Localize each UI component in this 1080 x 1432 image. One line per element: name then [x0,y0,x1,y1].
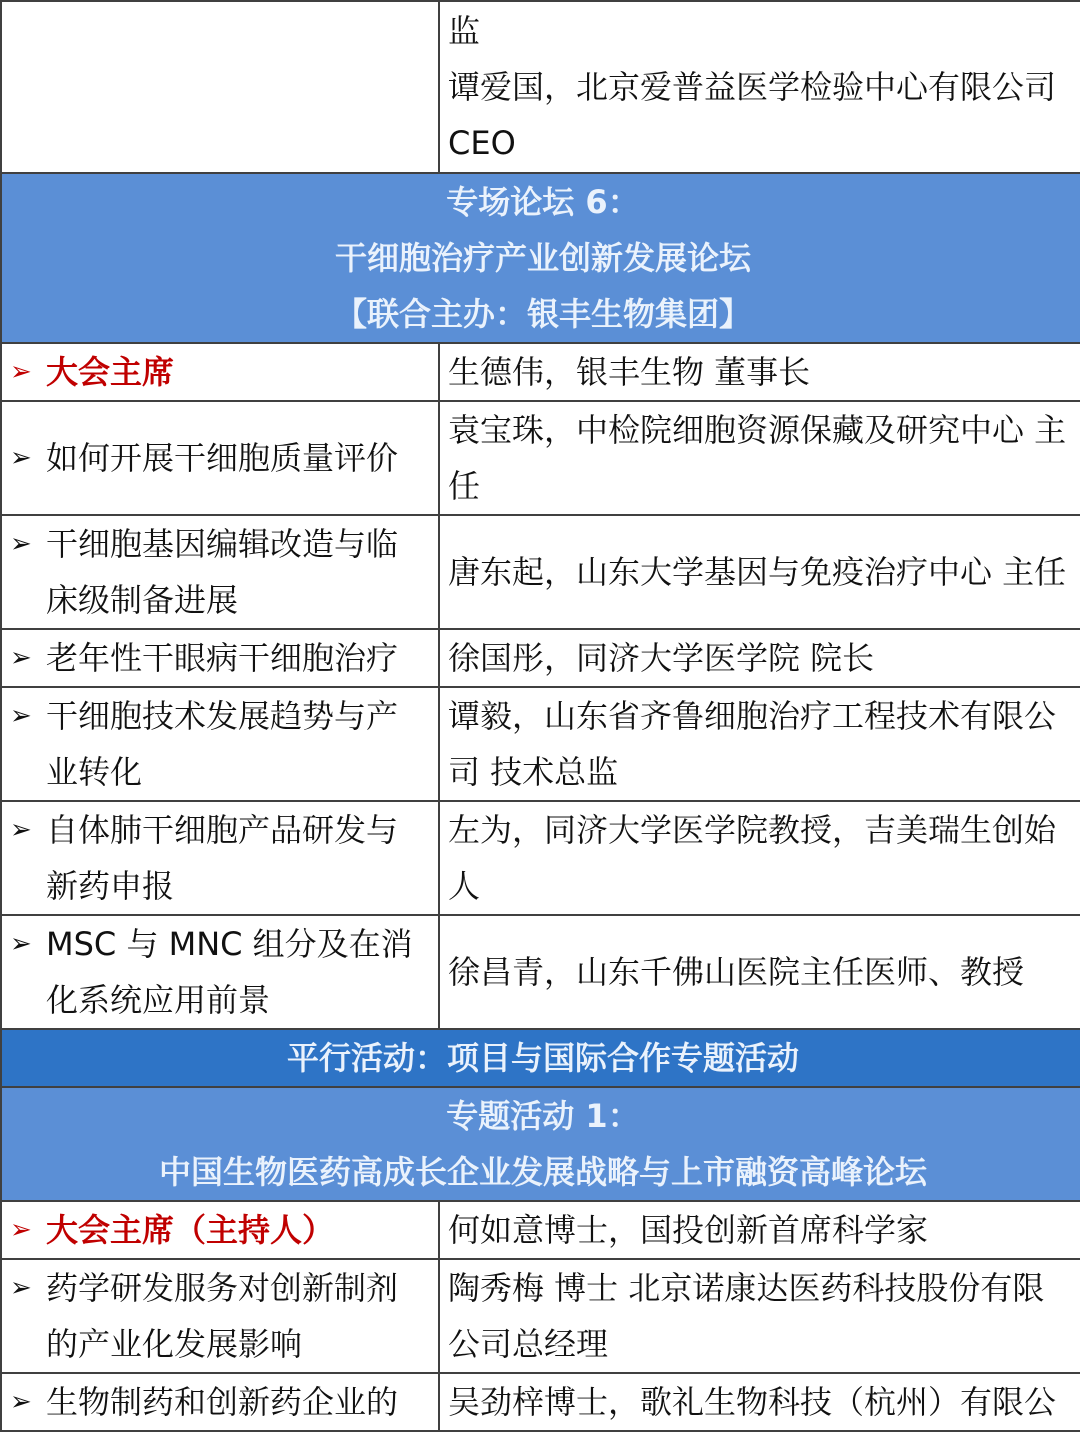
text-line: 人 [448,867,481,905]
speaker-cell [439,687,1080,801]
speaker-cell [439,515,1080,629]
section-title [1,1087,1080,1201]
table-row [1,801,1080,915]
arrow-bullet-icon: ➢ [10,529,32,559]
topic-cell [1,343,439,401]
table-row [1,343,1080,401]
table-row [1,915,1080,1029]
section-header-forum6 [1,173,1080,343]
topic-cell [1,1373,439,1431]
text-line: 干细胞技术发展趋势与产 [46,697,399,735]
table-row [1,1,1080,173]
section-title [1,173,1080,343]
text-line: 化系统应用前景 [46,981,271,1019]
arrow-bullet-icon: ➢ [10,929,32,959]
text-line: 何如意博士，国投创新首席科学家 [448,1211,929,1249]
table-row [1,1373,1080,1431]
speaker-cell [439,629,1080,687]
text-line: 新药申报 [46,867,175,905]
topic-text [46,916,413,1028]
text-line: 监 [448,12,481,50]
topic-cell [1,687,439,801]
text-line: 老年性干眼病干细胞治疗 [46,639,399,677]
topic-cell [1,401,439,515]
text-line: 的产业化发展影响 [46,1325,303,1363]
text-line: 徐国彤，同济大学医学院 院长 [448,639,875,677]
table-row [1,687,1080,801]
section-title [1,1029,1080,1087]
topic-cell [1,1201,439,1259]
speaker-cell [439,401,1080,515]
text-line: 任 [448,467,481,505]
text-line: 徐昌青，山东千佛山医院主任医师、教授 [448,953,1025,991]
arrow-bullet-icon: ➢ [10,1387,32,1417]
text-line: 平行活动：项目与国际合作专题活动 [286,1039,799,1077]
topic-text [46,1202,334,1258]
text-line: 专题活动 1： [446,1097,640,1135]
text-line: 床级制备进展 [46,581,239,619]
text-line: 业转化 [46,753,143,791]
arrow-bullet-icon: ➢ [10,1273,32,1303]
text-line: 唐东起，山东大学基因与免疫治疗中心 主任 [448,553,1067,591]
text-line: 谭爱国，北京爱普益医学检验中心有限公司 [448,68,1057,106]
speaker-cell [439,1,1080,173]
arrow-bullet-icon: ➢ [10,643,32,673]
section-header-activity1 [1,1087,1080,1201]
topic-text [46,1374,398,1430]
arrow-bullet-icon: ➢ [10,1215,32,1245]
topic-text [46,516,398,628]
topic-cell [1,515,439,629]
empty-cell [1,1,439,173]
topic-cell [1,629,439,687]
arrow-bullet-icon: ➢ [10,443,32,473]
topic-text [46,1260,398,1372]
topic-text [46,802,398,914]
text-line: 公司总经理 [448,1325,609,1363]
arrow-bullet-icon: ➢ [10,815,32,845]
text-line: MSC 与 MNC 组分及在消 [46,925,413,963]
text-line: 干细胞基因编辑改造与临 [46,525,399,563]
text-line: 生物制药和创新药企业的 [46,1383,399,1421]
speaker-cell [439,343,1080,401]
arrow-bullet-icon: ➢ [10,357,32,387]
text-line: CEO [448,124,516,162]
text-line: 左为，同济大学医学院教授，吉美瑞生创始 [448,811,1057,849]
topic-text [46,344,174,400]
text-line: 如何开展干细胞质量评价 [46,439,399,477]
text-line: 生德伟，银丰生物 董事长 [448,353,811,391]
text-line: 自体肺干细胞产品研发与 [46,811,399,849]
section-header-parallel [1,1029,1080,1087]
topic-cell [1,801,439,915]
text-line: 大会主席（主持人） [46,1211,335,1249]
text-line: 吴劲梓博士，歌礼生物科技（杭州）有限公 [448,1383,1057,1421]
table-row [1,1201,1080,1259]
speaker-cell [439,1259,1080,1373]
table-row [1,515,1080,629]
text-line: 袁宝珠，中检院细胞资源保藏及研究中心 主 [448,411,1067,449]
table-row [1,1259,1080,1373]
topic-cell [1,1259,439,1373]
text-line: 干细胞治疗产业创新发展论坛 [334,239,751,277]
table-row [1,629,1080,687]
text-line: 专场论坛 6： [446,183,640,221]
text-line: 司 技术总监 [448,753,619,791]
text-line: 【联合主办：银丰生物集团】 [334,295,751,333]
topic-text [46,630,398,686]
speaker-cell [439,1373,1080,1431]
text-line: 中国生物医药高成长企业发展战略与上市融资高峰论坛 [158,1153,927,1191]
text-line: 陶秀梅 博士 北京诺康达医药科技股份有限 [448,1269,1045,1307]
arrow-bullet-icon: ➢ [10,701,32,731]
text-line: 药学研发服务对创新制剂 [46,1269,399,1307]
topic-cell [1,915,439,1029]
speaker-cell [439,801,1080,915]
speaker-cell [439,1201,1080,1259]
speaker-cell [439,915,1080,1029]
text-line: 大会主席 [46,353,175,391]
topic-text [46,430,398,486]
topic-text [46,688,398,800]
text-line: 谭毅，山东省齐鲁细胞治疗工程技术有限公 [448,697,1057,735]
table-row [1,401,1080,515]
